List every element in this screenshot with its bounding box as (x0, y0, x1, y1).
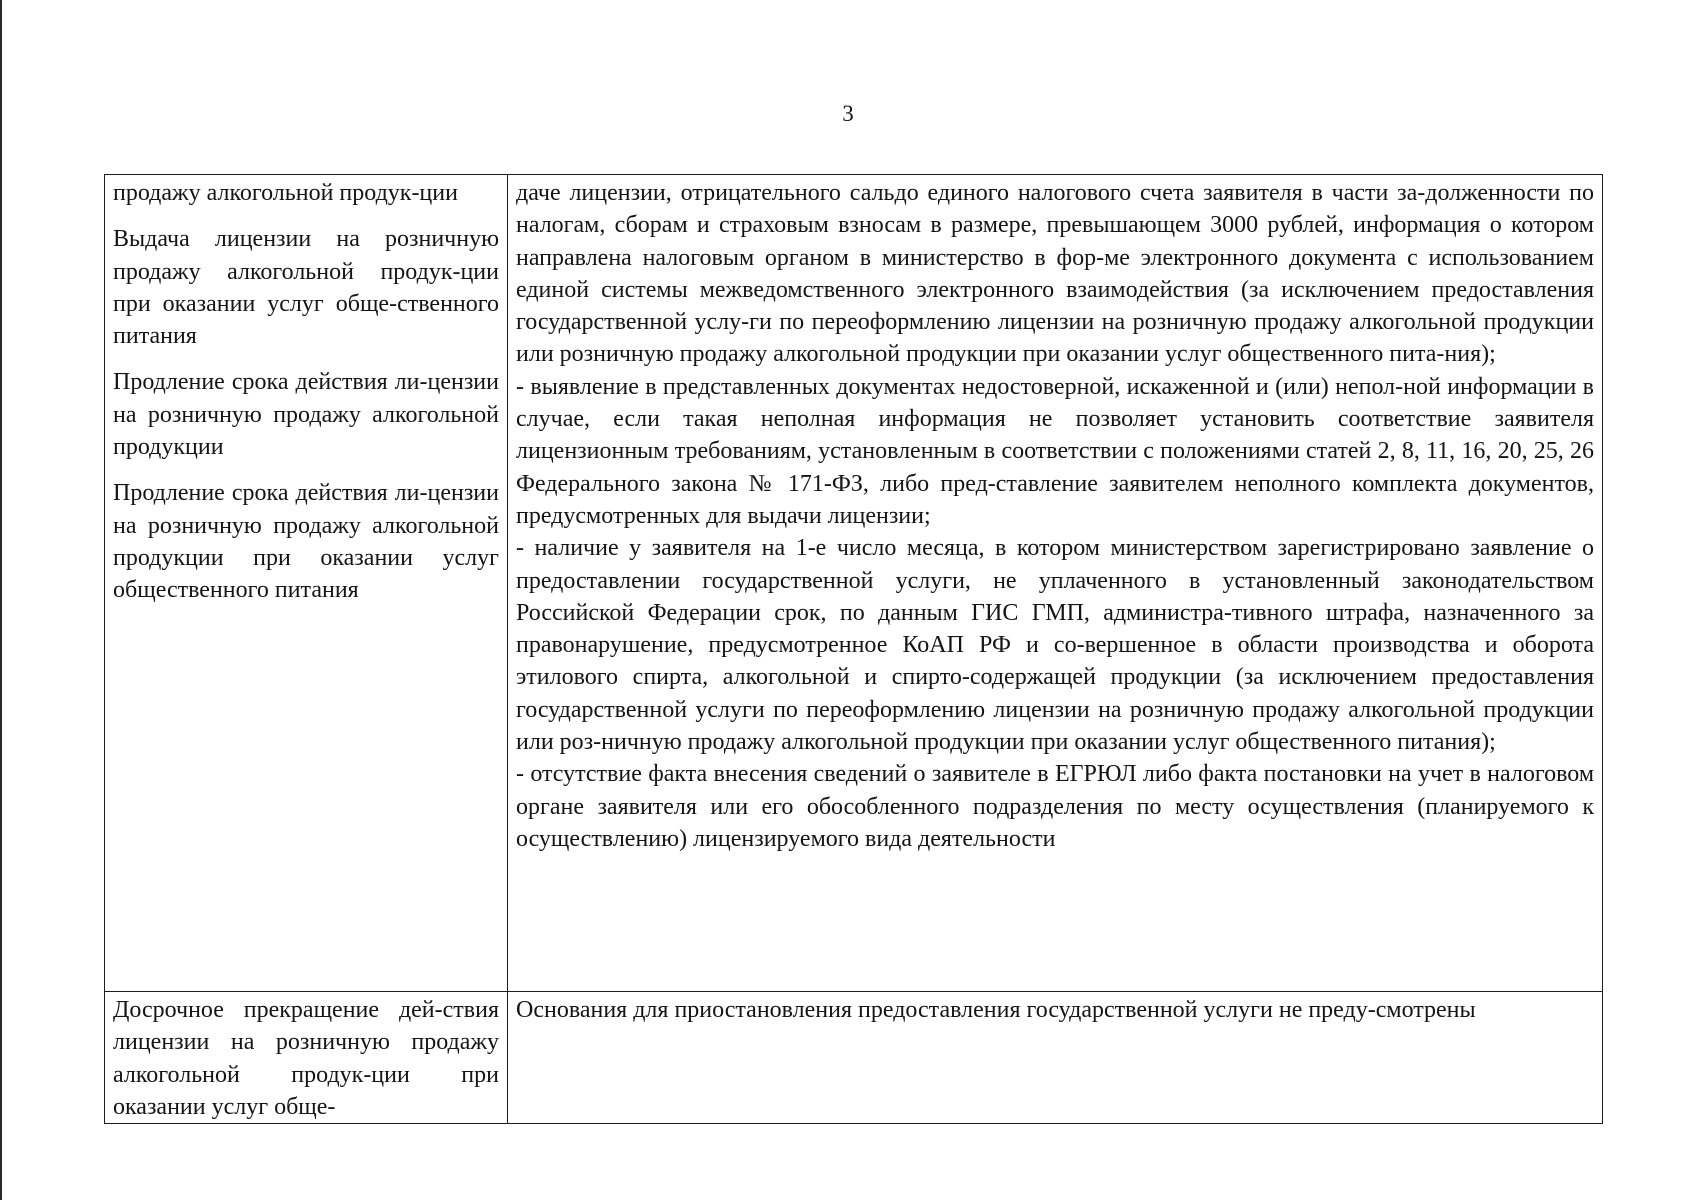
grounds-cell (508, 175, 1603, 992)
ground-clause: - отсутствие факта внесения сведений о заявителе в ЕГРЮЛ либо факта постановки на учет в налоговом органе заявителя или его обособленного подразделения по месту осуществления (планируемого к осуществлению) лицензируемого вида деятельности (516, 761, 1594, 852)
ground-clause: даче лицензии, отрицательного сальдо единого налогового счета заявителя в части за-долженности по налогам, сборам и страховым взносам в размере, превышающем 3000 рублей, информация о котором направлена налоговым органом в министерство в фор-ме электронного документа с использованием единой системы межведомственного электронного взаимодействия (за исключением предоставления государственной услу-ги по переоформлению лицензии на розничную продажу алкогольной продукции или розничную продажу алкогольной продукции при оказании услуг общественного пита-ния); (516, 180, 1594, 368)
services-cell (105, 175, 508, 992)
service-item: Продление срока действия ли-цензии на розничную продажу алкогольной продукции при оказании услуг общественного питания (113, 480, 499, 604)
table-row (105, 175, 1603, 992)
service-item: Выдача лицензии на розничную продажу алкогольной продук-ции при оказании услуг обще-ственного питания (113, 226, 499, 350)
service-item: Досрочное прекращение дей-ствия лицензии на розничную продажу алкогольной продук-ции при оказании услуг обще- (113, 997, 499, 1120)
ground-clause: Основания для приостановления предоставления государственной услуги не преду-смотрены (516, 997, 1476, 1023)
page-number: 3 (842, 101, 854, 126)
scan-edge (0, 0, 2, 1200)
grounds-cell (508, 992, 1603, 1124)
service-item: Продление срока действия ли-цензии на розничную продажу алкогольной продукции (113, 369, 499, 461)
service-item: продажу алкогольной продук-ции (113, 180, 458, 206)
ground-clause: - наличие у заявителя на 1-е число месяца, в котором министерством зарегистрировано заявление о предоставлении государственной услуги, не уплаченного в установленный законодательством Российской Федерации срок, по данным ГИС ГМП, администра-тивного штрафа, назначенного за правонарушение, предусмотренное КоАП РФ и со-вершенное в области производства и оборота этилового спирта, алкогольной и спирто-содержащей продукции (за исключением предоставления государственной услуги по переоформлению лицензии на розничную продажу алкогольной продукции или роз-ничную продажу алкогольной продукции при оказании услуг общественного питания); (516, 535, 1594, 756)
services-cell (105, 992, 508, 1124)
table-row (105, 992, 1603, 1124)
ground-clause: - выявление в представленных документах недостоверной, искаженной и (или) непол-ной информации в случае, если такая неполная информация не позволяет установить соответствие заявителя лицензионным требованиям, установленным в соответствии с положениями статей 2, 8, 11, 16, 20, 25, 26 Федерального закона № 171-ФЗ, либо пред-ставление заявителем неполного комплекта документов, предусмотренных для выдачи лицензии; (516, 373, 1594, 529)
services-table (104, 174, 1603, 1124)
